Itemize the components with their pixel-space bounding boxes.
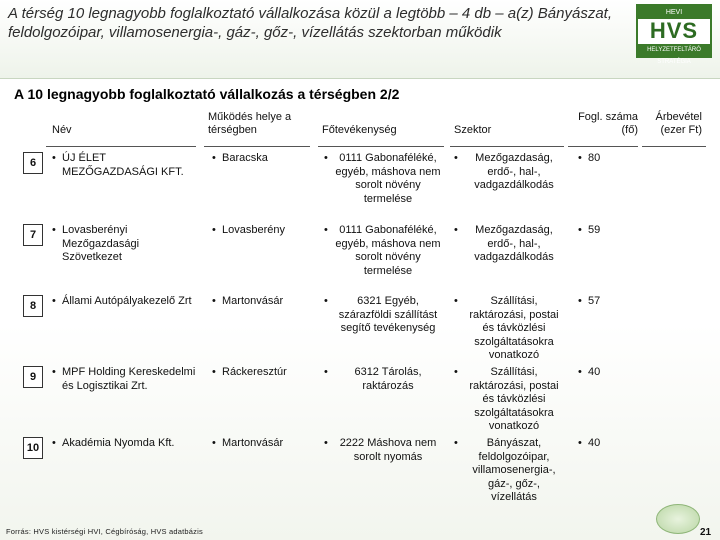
header-underline: [46, 146, 196, 147]
employee-count: • 59: [588, 224, 628, 238]
col-header-location: Működés helye a térségben: [208, 111, 292, 136]
header-bar: [0, 0, 720, 79]
col-header-employees: Fogl. száma (fő): [578, 111, 638, 136]
company-activity: • 6321 Egyéb, szárazföldi szállítást segítő tevékenység: [334, 295, 442, 336]
employee-count: • 80: [588, 152, 628, 166]
logo-bottom-text: HELYZETFELTÁRÓ STRATÉGIA: [638, 44, 710, 56]
company-location: • Martonvásár: [222, 437, 312, 451]
table-subtitle: A 10 legnagyobb foglalkoztató vállalkozás a térségben 2/2: [14, 86, 400, 102]
col-header-sector: Szektor: [454, 124, 492, 136]
header-underline: [318, 146, 444, 147]
logo-top-text: HEVI: [638, 6, 710, 19]
company-sector: • Mezőgazdaság, erdő-, hal-, vadgazdálkodás: [464, 152, 564, 193]
employee-count: • 40: [588, 366, 628, 380]
source-footnote: Forrás: HVS kistérségi HVI, Cégbíróság, HVS adatbázis: [6, 527, 203, 536]
company-location: • Ráckeresztúr: [222, 366, 312, 380]
col-header-revenue: Árbevétel (ezer Ft): [655, 111, 702, 136]
header-underline: [642, 146, 706, 147]
col-header-name: Név: [52, 124, 72, 136]
company-location: • Baracska: [222, 152, 312, 166]
employee-count: • 40: [588, 437, 628, 451]
company-activity: • 6312 Tárolás, raktározás: [334, 366, 442, 393]
rank-badge: 10: [23, 437, 43, 459]
company-sector: • Mezőgazdaság, erdő-, hal-, vadgazdálkodás: [464, 224, 564, 265]
company-activity: • 0111 Gabonaféléké, egyéb, máshova nem sorolt növény termelése: [334, 224, 442, 278]
company-name: • MPF Holding Kereskedelmi és Logisztikai Zrt.: [62, 366, 202, 393]
company-location: • Martonvásár: [222, 295, 312, 309]
hvs-logo: [636, 4, 712, 65]
company-activity: • 0111 Gabonaféléké, egyéb, máshova nem sorolt növény termelése: [334, 152, 442, 206]
rank-badge: 6: [23, 152, 43, 174]
decorative-badge: [656, 504, 700, 534]
employee-count: • 57: [588, 295, 628, 309]
logo-main-text: HVS: [649, 18, 699, 43]
company-name: • Állami Autópályakezelő Zrt: [62, 295, 202, 309]
rank-badge: 9: [23, 366, 43, 388]
col-header-activity: Főtevékenység: [322, 124, 397, 136]
header-underline: [450, 146, 564, 147]
company-sector: • Szállítási, raktározási, postai és távközlési szolgáltatásokra vonatkozó: [464, 295, 564, 363]
company-name: • ÚJ ÉLET MEZŐGAZDASÁGI KFT.: [62, 152, 202, 179]
rank-badge: 8: [23, 295, 43, 317]
header-underline: [204, 146, 310, 147]
company-name: • Akadémia Nyomda Kft.: [62, 437, 202, 451]
company-location: • Lovasberény: [222, 224, 312, 238]
page-number: 21: [700, 527, 712, 538]
rank-badge: 7: [23, 224, 43, 246]
company-name: • Lovasberényi Mezőgazdasági Szövetkezet: [62, 224, 202, 265]
company-sector: • Szállítási, raktározási, postai és távközlési szolgáltatásokra vonatkozó: [464, 366, 564, 434]
slide-title: A térség 10 legnagyobb foglalkoztató vállalkozása közül a legtöbb – 4 db – a(z) Bányászat, feldolgozóipar, villamosenergia-, gáz-, gőz-, vízellátás szektorban működik: [8, 5, 612, 41]
company-sector: • Bányászat, feldolgozóipar, villamosenergia-, gáz-, gőz-, vízellátás: [464, 437, 564, 505]
company-activity: • 2222 Máshova nem sorolt nyomás: [334, 437, 442, 464]
header-underline: [568, 146, 638, 147]
